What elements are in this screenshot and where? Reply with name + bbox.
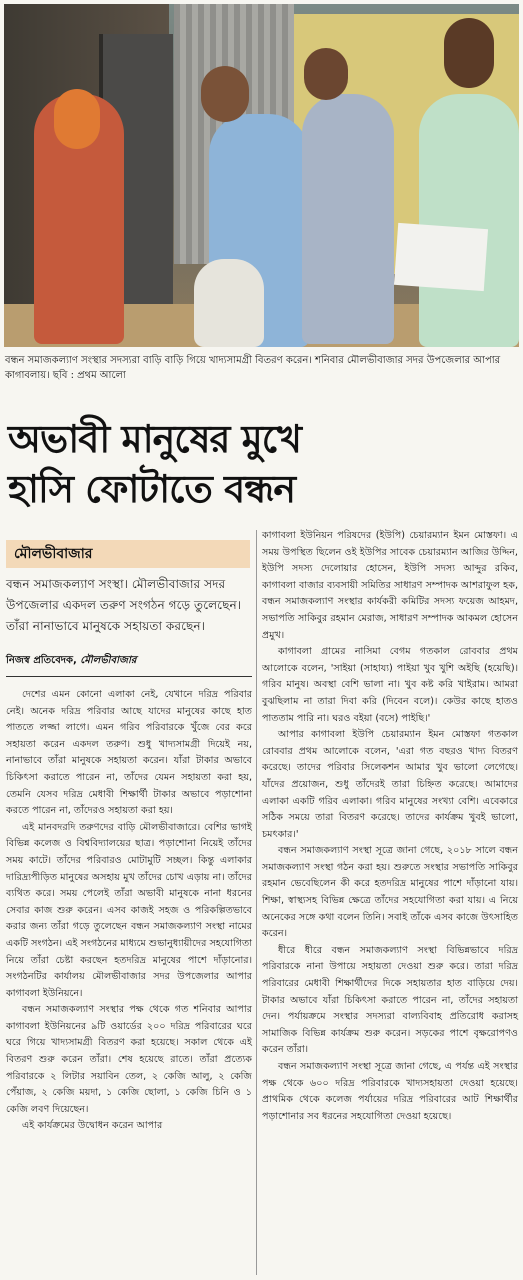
paragraph: এই মানবদরদি তরুণদের বাড়ি মৌলভীবাজারে। বেশির ভাগই বিভিন্ন কলেজ ও বিশ্ববিদ্যালয়ের ছাত্র। পড়াশোনা নিয়েই তাঁদের সময় কাটে। তাঁদের পরিবারও মোটামুটি সচ্ছল। কিন্তু এলাকার দারিদ্র্যপীড়িত মানুষের অসহায় মুখ তাঁদের চোখ এড়ায় না। তাঁদের ব্যথিত করে। সময় পেলেই তাঁরা অভাবী মানুষকে নানা ধরনের সেবার কাজ শুরু করেন। এসব কাজই সহজ ও পরিকল্পিতভাবে করার জন্য তাঁরা গড়ে তুলেছেন বন্ধন সমাজকল্যাণ সংস্থা নামের একটি সংগঠন। এই সংগঠনের মাধ্যমে শুভানুধ্যায়ীদের সহযোগিতা নিয়ে তাঁরা চেষ্টা করছেন হতদরিদ্র মানুষের পাশে দাঁড়ানোর। সংগঠনটির কার্যালয় মৌলভীবাজার সদর উপজেলার আপার কাগাবলা ইউনিয়নে। <box>6 821 252 999</box>
photo-volunteer-2-head <box>304 48 348 100</box>
intro-text: বন্ধন সমাজকল্যাণ সংস্থা। মৌলভীবাজার সদর উপজেলার একদল তরুণ সংগঠন গড়ে তুলেছেন। তাঁরা নানাভাবে মানুষকে সহায়তা করছেন। <box>6 577 242 633</box>
paragraph: বন্ধন সমাজকল্যাণ সংস্থা সূত্রে জানা গেছে, ২০১৮ সালে বন্ধন সমাজকল্যাণ সংস্থা গঠন করা হয়। শুরুতে সংস্থার সভাপতি সাকিবুর রহমান ভেবেছিলেন কী করে হতদরিদ্র মানুষের পাশে দাঁড়ানো যায়। শিক্ষা, স্বাস্থ্যসহ বিভিন্ন ক্ষেত্রে তাঁদের সহযোগিতা করা যায়। এ নিয়ে অনেকের সঙ্গে কথা বলেন তিনি। সবাই তাঁকে এসব কাজে উৎসাহিত করেন। <box>262 845 518 940</box>
byline <box>6 653 252 677</box>
photo-woman-head <box>54 89 100 149</box>
right-body <box>262 528 518 1125</box>
byline-place: মৌলভীবাজার <box>80 655 137 666</box>
paragraph: বন্ধন সমাজকল্যাণ সংস্থা সূত্রে জানা গেছে, এ পর্যন্ত এই সংস্থার পক্ষ থেকে ৬০০ দরিদ্র পরিবারকে খাদ্যসহায়তা দেওয়া হয়েছে। প্রাথমিক থেকে কলেজ পর্যায়ের দরিদ্র পরিবারের আট শিক্ষার্থীর পড়াশোনার সব ধরনের সহযোগিতা দেওয়া হয়েছে। <box>262 1061 518 1122</box>
paragraph: আপার কাগাবলা ইউপি চেয়ারম্যান ইমন মোস্তফা গতকাল রোববার প্রথম আলোকে বলেন, 'এরা গত বছরও খাদ্য বিতরণ করেছে। তাদের পরিবার সিলেকশন আমার খুব ভালো লেগেছে। যাঁদের প্রয়োজন, শুধু তাঁদেরই তারা চিহ্নিত করেছে। আমাদের এলাকা একটি গরিব এলাকা। গরিব মানুষের সংখ্যা বেশি। এবেকারে সঠিক সময়ে তারা বিতরণ করেছে। তাদের কার্যক্রম খুবই ভালো, চমৎকার।' <box>262 729 518 840</box>
paragraph: বন্ধন সমাজকল্যাণ সংস্থার পক্ষ থেকে গত শনিবার আপার কাগাবলা ইউনিয়নের ৯টি ওয়ার্ডের ২০০ দরিদ্র পরিবারের ঘরে ঘরে গিয়ে খাদ্যসামগ্রী বিতরণ করা হয়েছে। সকাল থেকে এই বিতরণ শুরু করেন তাঁরা। শেষ হয়েছে রাতে। তাঁরা প্রত্যেক পরিবারকে ২ লিটার সয়াবিন তেল, ২ কেজি আলু, ২ কেজি পেঁয়াজ, ২ কেজি ময়দা, ১ কেজি ছোলা, ১ কেজি চিনি ও ১ কেজি লবণ দিয়েছেন। <box>6 1004 252 1115</box>
photo-volunteer-3 <box>419 94 519 347</box>
column-divider <box>256 530 257 1275</box>
right-column <box>262 528 518 1125</box>
paragraph: ধীরে ধীরে বন্ধন সমাজকল্যাণ সংস্থা বিভিন্নভাবে দরিদ্র পরিবারকে নানা উপায়ে সহায়তা দেওয়া শুরু করে। তারা দরিদ্র পরিবারের মেধাবী শিক্ষার্থীদের দিকে সহায়তার হাত বাড়িয়ে দেয়। টাকার অভাবে যাঁরা চিকিৎসা করাতে পারেন না, তাঁদের সহায়তা দেন। পর্যায়ক্রমে সংস্থার সদস্যরা বাল্যবিবাহ প্রতিরোধ করাসহ সামাজিক বিভিন্ন কার্যক্রম শুরু করেন। সড়কের পাশে বৃক্ষরোপণও করেন তাঁরা। <box>262 944 518 1056</box>
photo-caption: বন্ধন সমাজকল্যাণ সংস্থার সদস্যরা বাড়ি বাড়ি গিয়ে খাদ্যসামগ্রী বিতরণ করেন। শনিবার মৌলভীবাজার সদর উপজেলার আপার কাগাবলায়। ছবি : প্রথম আলো <box>5 355 501 381</box>
headline-line-2: হাসি ফোটাতে বন্ধন <box>8 466 296 511</box>
byline-reporter: নিজস্ব প্রতিবেদক, <box>6 655 77 666</box>
headline-line-1: অভাবী মানুষের মুখে <box>8 416 301 461</box>
news-photo <box>4 4 519 347</box>
paragraph: দেশের এমন কোনো এলাকা নেই, যেখানে দরিদ্র পরিবার নেই। অনেক দরিদ্র পরিবার আছে যাদের মানুষের কাছে হাত পাততে লজ্জা লাগে। এমন গরিব পরিবারকে খুঁজে বের করে সহায়তা করেন একদল তরুণ। শুধু খাদ্যসামগ্রী দিয়েই নয়, নানাভাবে তাঁরা মানুষকে সহায়তা করেন। যাঁরা টাকার অভাবে চিকিৎসা করাতে পারেন না, তাঁদের যেমন সহায়তা করা হয়, তেমনি যেসব দরিদ্র মেধাবী শিক্ষার্থী টাকার অভাবে পড়াশোনা করতে পারেন না, তাঁদেরও সহায়তা করা হয়। <box>6 689 252 817</box>
paragraph: এই কার্যক্রমের উদ্বোধন করেন আপার <box>22 1120 163 1132</box>
paragraph: কাগাবলা ইউনিয়ন পরিষদের (ইউপি) চেয়ারম্যান ইমন মোস্তফা। এ সময় উপস্থিত ছিলেন ওই ইউপির সাবেক চেয়ারম্যান আজির উদ্দিন, ইউপি সদস্য দেলোয়ার হোসেন, ইউপি সদস্য আব্দুর রকিব, কাগাবলা বাজার ব্যবসায়ী সমিতির সাধারণ সম্পাদক আশরাফুল হক, বন্ধন সমাজকল্যাণ সংস্থার কার্যকরী কমিটির সদস্য ফয়েজ আহমদ, সভাপতি সাকিবুর রহমান মেরাজ, সাধারণ সম্পাদক আকমল হোসেন প্রমুখ। <box>262 530 518 641</box>
paragraph: কাগাবলা গ্রামের নাসিমা বেগম গতকাল রোববার প্রথম আলোকে বলেন, 'সাইয়া (সাহায্য) পাইয়া খুব খুশি অইছি (হয়েছি)। গরিব মানুষ। অবস্থা বেশি ভালা না। খুব কষ্ট করি খাইরাম। আমরা বুঝছিলাম না তারা দিবা করি (দিবেন বলে)। কেউর কাছে হাতও পাততাম পারি না। ঘরও বইয়া (বসে) পাইছি।' <box>262 646 518 724</box>
photo-volunteer-3-head <box>444 18 494 88</box>
photo-food-sack <box>194 259 264 347</box>
left-body <box>6 687 252 1135</box>
photo-volunteer-1-head <box>201 66 249 122</box>
headline <box>8 414 513 514</box>
left-column <box>6 540 252 1135</box>
location-label: মৌলভীবাজার <box>6 540 250 568</box>
photo-paper <box>394 223 488 291</box>
photo-volunteer-2 <box>302 94 394 344</box>
